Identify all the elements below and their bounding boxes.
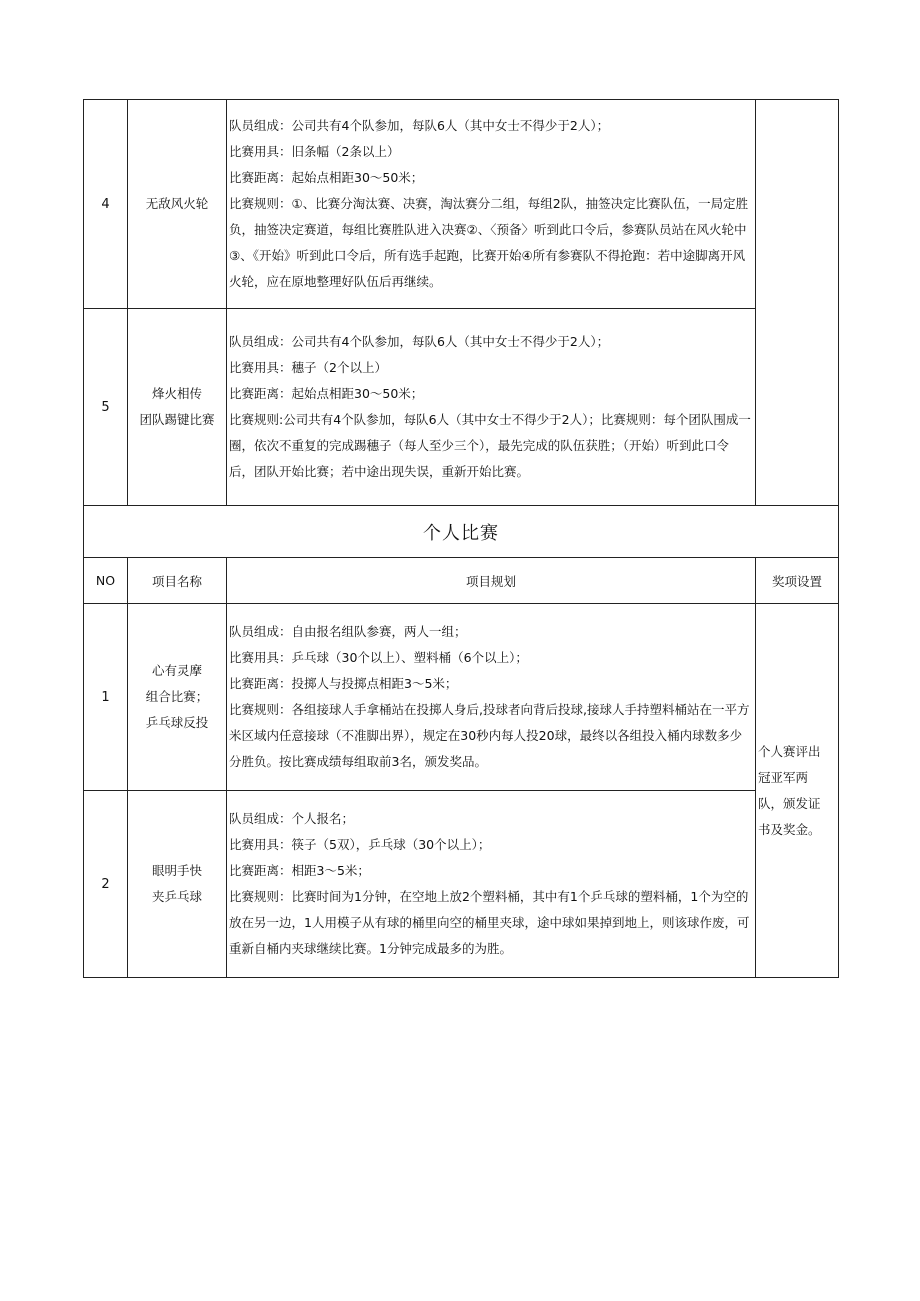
header-row	[84, 558, 839, 604]
rule-equipment: 比赛用具：旧条幅（2条以上）	[229, 144, 400, 159]
rule-details: 比赛规则:公司共有4个队参加，每队6人（其中女士不得少于2人）；比赛规则：每个团队围成一圈，依次不重复的完成踢穗子（每人至少三个），最先完成的队伍获胜；（开始）听到此口令后，团队开始比赛；若中途出现失误，重新开始比赛。	[229, 412, 751, 479]
section-title-row	[84, 506, 839, 558]
award-line: 冠亚军两	[758, 769, 809, 785]
rule-composition: 队员组成：个人报名；	[229, 811, 355, 826]
rule-composition: 队员组成：公司共有4个队参加，每队6人（其中女士不得少于2人）；	[229, 334, 610, 349]
project-name-line: 夹乒乓球	[151, 889, 202, 904]
project-name	[128, 309, 227, 506]
project-rules	[227, 604, 756, 791]
award-line: 个人赛评出	[758, 743, 821, 759]
section-title: 个人比赛	[84, 506, 839, 558]
rule-composition: 队员组成：公司共有4个队参加，每队6人（其中女士不得少于2人）；	[229, 118, 610, 133]
rule-details: 比赛规则：比赛时间为1分钟，在空地上放2个塑料桶，其中有1个乒乓球的塑料桶，1个为空的放在另一边，1人用模子从有球的桶里向空的桶里夹球，途中球如果掉到地上，则该球作废，可重新自桶内夹球继续比赛。1分钟完成最多的为胜。	[229, 889, 750, 956]
competition-table	[83, 99, 839, 978]
rule-distance: 比赛距离：相距3～5米；	[229, 863, 370, 878]
rule-distance: 比赛距离：起始点相距30～50米；	[229, 386, 424, 401]
team-row	[84, 309, 839, 506]
header-no: NO	[84, 558, 128, 604]
row-number: 1	[84, 604, 128, 791]
project-name	[128, 100, 227, 309]
team-row	[84, 100, 839, 309]
project-name-line: 乒乓球反投	[145, 715, 209, 730]
rule-details: 比赛规则：①、比赛分淘汰赛、决赛，淘汰赛分二组，每组2队，抽签决定比赛队伍，一局定胜负，抽签决定赛道，每组比赛胜队进入决赛②、〈预备〉听到此口令后，参赛队员站在风火轮中③、《开始》听到此口令后，所有选手起跑，比赛开始④所有参赛队不得抢跑：若中途脚离开风火轮，应在原地整理好队伍后再继续。	[229, 196, 749, 289]
row-number: 2	[84, 791, 128, 978]
award-line: 书及奖金。	[758, 821, 821, 837]
header-name: 项目名称	[128, 558, 227, 604]
project-name-line: 组合比赛；	[145, 689, 209, 704]
header-plan: 项目规划	[227, 558, 756, 604]
rule-distance: 比赛距离：起始点相距30～50米；	[229, 170, 424, 185]
project-name-line: 眼明手快	[151, 863, 202, 878]
individual-row	[84, 791, 839, 978]
project-rules	[227, 100, 756, 309]
rule-equipment: 比赛用具：乒乓球（30个以上）、塑料桶（6个以上）；	[229, 650, 528, 665]
rule-details: 比赛规则：各组接球人手拿桶站在投掷人身后,投球者向背后投球,接球人手持塑料桶站在一平方米区域内任意接球（不准脚出界），规定在30秒内每人投20球，最终以各组投入桶内球数多少分胜负。按比赛成绩每组取前3名，颁发奖品。	[229, 702, 750, 769]
rule-distance: 比赛距离：投掷人与投掷点相距3～5米；	[229, 676, 458, 691]
individual-row	[84, 604, 839, 791]
project-name-line: 烽火相传	[151, 386, 202, 401]
project-rules	[227, 791, 756, 978]
award-cell-team	[756, 100, 839, 506]
award-line: 队，颁发证	[758, 795, 821, 811]
rule-equipment: 比赛用具：穗子（2个以上）	[229, 360, 387, 375]
project-name-line: 心有灵摩	[151, 663, 202, 678]
project-name	[128, 791, 227, 978]
award-cell-individual	[756, 604, 839, 978]
project-name-line: 无敌风火轮	[145, 196, 209, 211]
project-rules	[227, 309, 756, 506]
row-number: 5	[84, 309, 128, 506]
project-name	[128, 604, 227, 791]
header-award: 奖项设置	[756, 558, 839, 604]
project-name-line: 团队踢键比赛	[139, 412, 215, 427]
rule-composition: 队员组成：自由报名组队参赛，两人一组；	[229, 624, 467, 639]
rule-equipment: 比赛用具：筷子（5双），乒乓球（30个以上）；	[229, 837, 491, 852]
row-number: 4	[84, 100, 128, 309]
